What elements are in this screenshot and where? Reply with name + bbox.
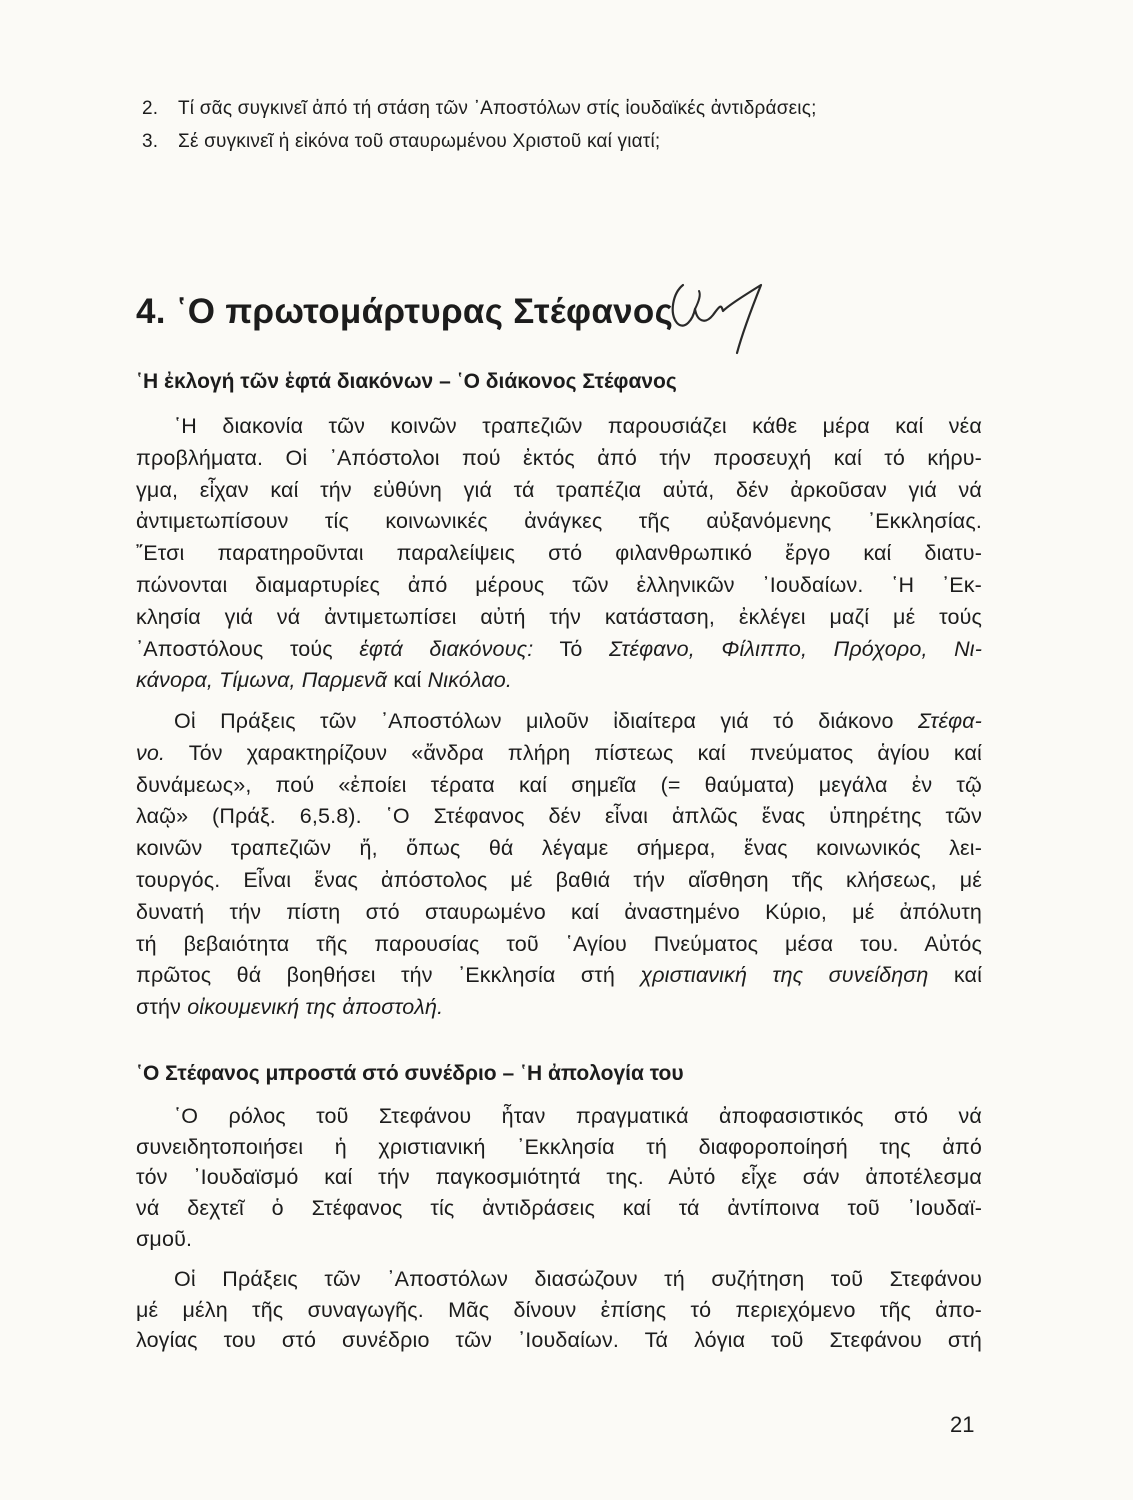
text-line: νο. Τόν χαρακτηρίζουν «ἄνδρα πλήρη πίστεως καί πνεύματος ἁγίου καί <box>136 740 982 765</box>
question-number: 2. <box>142 98 159 119</box>
paragraph-1 <box>136 411 982 697</box>
text-line: ῎Ετσι παρατηροῦνται παραλείψεις στό φιλανθρωπικό ἔργο καί διατυ- <box>136 541 982 566</box>
text-line: τή βεβαιότητα τῆς παρουσίας τοῦ ῾Αγίου Πνεύματος μέσα του. Αὐτός <box>136 931 982 956</box>
text-line: κάνορα, Τίμωνα, Παρμενᾶ καί Νικόλαο. <box>136 668 513 693</box>
text-line: ᾿Αποστόλους τούς ἑφτά διακόνους: Τό Στέφανο, Φίλιππο, Πρόχορο, Νι- <box>136 636 983 661</box>
question-3 <box>142 131 660 153</box>
text-line: πρῶτος θά βοηθήσει τήν ᾿Εκκλησία στή χριστιανική της συνείδηση καί <box>136 963 982 988</box>
text-line: σμοῦ. <box>136 1226 193 1251</box>
question-text: Σέ συγκινεῖ ἡ εἰκόνα τοῦ σταυρωμένου Χριστοῦ καί γιατί; <box>178 131 661 152</box>
handwritten-signature-icon <box>655 265 770 360</box>
italic-text: ἑφτά διακόνους: <box>359 636 534 661</box>
text-line: Οἱ Πράξεις τῶν ᾿Αποστόλων μιλοῦν ἰδιαίτερα γιά τό διάκονο Στέφα- <box>174 709 982 733</box>
italic-text: χριστιανική της συνείδηση <box>640 963 929 988</box>
paragraph-3 <box>136 1101 982 1255</box>
text-line: νά δεχτεῖ ὁ Στέφανος τίς ἀντιδράσεις καί τά ἀντίποινα τοῦ ᾿Ιουδαϊ- <box>136 1196 982 1221</box>
text-line: ῾Η διακονία τῶν κοινῶν τραπεζιῶν παρουσιάζει κάθε μέρα καί νέα <box>174 414 982 438</box>
paragraph-2 <box>136 706 982 1024</box>
text-line: συνειδητοποιήσει ἡ χριστιανική ᾿Εκκλησία τή διαφοροποίησή της ἀπό <box>136 1134 982 1159</box>
italic-text: κάνορα, Τίμωνα, Παρμενᾶ <box>136 668 388 693</box>
chapter-title: 4. ῾Ο πρωτομάρτυρας Στέφανος <box>136 292 674 331</box>
italic-text: Νικόλαο. <box>427 668 513 693</box>
text-line: λογίας του στό συνέδριο τῶν ᾿Ιουδαίων. Τά λόγια τοῦ Στεφάνου στή <box>136 1328 982 1352</box>
text-line: μέ μέλη τῆς συναγωγῆς. Μᾶς δίνουν ἐπίσης τό περιεχόμενο τῆς ἀπο- <box>136 1297 982 1322</box>
text-line: τουργός. Εἶναι ἕνας ἀπόστολος μέ βαθιά τήν αἴσθηση τῆς κλήσεως, μέ <box>136 867 982 892</box>
italic-text: Στέφανο, Φίλιππο, Πρόχορο, Νι- <box>608 636 983 661</box>
text-line: κοινῶν τραπεζιῶν ἤ, ὅπως θά λέγαμε σήμερα, ἕνας κοινωνικός λει- <box>136 836 982 861</box>
question-number: 3. <box>142 131 159 152</box>
text-line: Οἱ Πράξεις τῶν ᾿Αποστόλων διασώζουν τή συζήτηση τοῦ Στεφάνου <box>174 1267 982 1291</box>
italic-text: νο. <box>136 740 166 765</box>
text-line: πώνονται διαμαρτυρίες ἀπό μέρους τῶν ἑλληνικῶν ᾿Ιουδαίων. ῾Η ᾿Εκ- <box>136 572 982 597</box>
paragraph-4 <box>136 1264 982 1356</box>
text-line: ἀντιμετωπίσουν τίς κοινωνικές ἀνάγκες τῆς αὐξανόμενης ᾿Εκκλησίας. <box>136 509 982 534</box>
italic-text: οἰκουμενική της ἀποστολή. <box>187 995 444 1020</box>
section-heading-deacons: ῾Η ἐκλογή τῶν ἑφτά διακόνων – ῾Ο διάκονος Στέφανος <box>136 370 677 393</box>
text-line: προβλήματα. Οἱ ᾿Απόστολοι πού ἐκτός ἀπό τήν προσευχή καί τό κήρυ- <box>136 445 982 470</box>
italic-text: Στέφα- <box>917 709 982 733</box>
question-2 <box>142 98 817 120</box>
question-text: Τί σᾶς συγκινεῖ ἀπό τή στάση τῶν ᾿Αποστόλων στίς ἰουδαϊκές ἀντιδράσεις; <box>178 98 817 119</box>
section-heading-sanhedrin: ῾Ο Στέφανος μπροστά στό συνέδριο – ῾Η ἀπολογία του <box>136 1062 684 1085</box>
text-line: τόν ᾿Ιουδαϊσμό καί τήν παγκοσμιότητά της. Αὐτό εἶχε σάν ἀποτέλεσμα <box>136 1165 982 1190</box>
text-line: γμα, εἶχαν καί τήν εὐθύνη γιά τά τραπέζια αὐτά, δέν ἀρκοῦσαν γιά νά <box>136 477 982 502</box>
page-number: 21 <box>950 1412 975 1437</box>
text-line: λαῷ» (Πράξ. 6,5.8). ῾Ο Στέφανος δέν εἶναι ἁπλῶς ἕνας ὑπηρέτης τῶν <box>136 804 982 829</box>
text-line: κλησία γιά νά ἀντιμετωπίσει αὐτή τήν κατάσταση, ἐκλέγει μαζί μέ τούς <box>136 604 982 629</box>
text-line: δυνάμεως», πού «ἐποίει τέρατα καί σημεῖα (= θαύματα) μεγάλα ἐν τῷ <box>136 772 982 797</box>
text-line: δυνατή τήν πίστη στό σταυρωμένο καί ἀναστημένο Κύριο, μέ ἀπόλυτη <box>136 899 982 924</box>
text-line: ῾Ο ρόλος τοῦ Στεφάνου ἦταν πραγματικά ἀποφασιστικός στό νά <box>174 1104 982 1128</box>
text-line: στήν οἰκουμενική της ἀποστολή. <box>136 995 444 1020</box>
